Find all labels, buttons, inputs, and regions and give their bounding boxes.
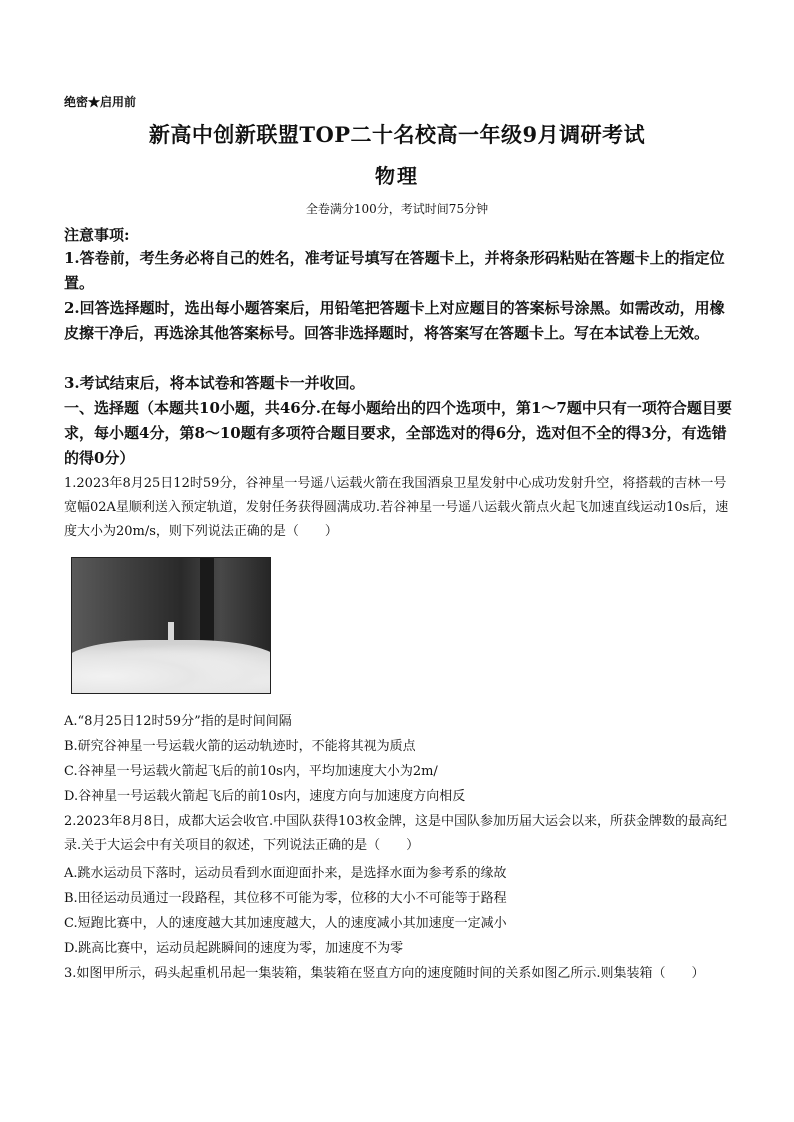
question-1-option-b: B.研究谷神星一号运载火箭的运动轨迹时，不能将其视为质点: [64, 739, 416, 754]
question-2-option-a: A.跳水运动员下落时，运动员看到水面迎面扑来，是选择水面为参考系的缘故: [64, 866, 507, 881]
question-1-stem: 1.2023年8月25日12时59分，谷神星一号遥八运载火箭在我国酒泉卫星发射中心成功发射升空，将搭载的吉林一号宽幅02A星顺利送入预定轨道，发射任务获得圆满成功.若谷神星一号遥八运载火箭点火起飞加速直线运动10s后，速度大小为20m/s，则下列说法正确的是（ ）: [64, 476, 729, 539]
score-time-line: 全卷满分100分，考试时间75分钟: [305, 202, 489, 216]
question-2-stem: 2.2023年8月8日，成都大运会收官.中国队获得103枚金牌，这是中国队参加历届大运会以来，所获金牌数的最高纪录.关于大运会中有关项目的叙述，下列说法正确的是（ ）: [64, 814, 727, 853]
question-1-option-a: A.“8月25日12时59分”指的是时间间隔: [64, 714, 292, 729]
notice-item-2: 2.回答选择题时，选出每小题答案后，用铅笔把答题卡上对应题目的答案标号涂黑。如需改动，用橡皮擦干净后，再选涂其他答案标号。回答非选择题时，将答案写在答题卡上。写在本试卷上无效。: [64, 299, 725, 342]
launch-smoke: [71, 640, 271, 694]
notice-heading: 注意事项:: [64, 226, 130, 244]
exam-title: 新高中创新联盟TOP二十名校高一年级9月调研考试: [148, 122, 646, 147]
secret-label: 绝密★启用前: [64, 95, 137, 109]
question-2-option-b: B.田径运动员通过一段路程，其位移不可能为零，位移的大小不可能等于路程: [64, 891, 507, 906]
subject-title: 物理: [375, 164, 419, 188]
question-2-option-d: D.跳高比赛中，运动员起跳瞬间的速度为零，加速度不为零: [64, 941, 404, 956]
section-heading: 一、选择题（本题共10小题，共46分.在每小题给出的四个选项中，第1～7题中只有一项符合题目要求，每小题4分，第8～10题有多项符合题目要求，全部选对的得6分，选对但不全的得3分，有选错的得0分）: [64, 399, 732, 467]
question-1-option-c: C.谷神星一号运载火箭起飞后的前10s内，平均加速度大小为2m/: [64, 764, 438, 779]
question-2-option-c: C.短跑比赛中，人的速度越大其加速度越大，人的速度减小其加速度一定减小: [64, 916, 507, 931]
question-1-option-d: D.谷神星一号运载火箭起飞后的前10s内，速度方向与加速度方向相反: [64, 789, 466, 804]
question-3-stem: 3.如图甲所示，码头起重机吊起一集装箱，集装箱在竖直方向的速度随时间的关系如图乙所示.则集装箱（ ）: [64, 966, 705, 981]
notice-item-1: 1.答卷前，考生务必将自己的姓名，准考证号填写在答题卡上，并将条形码粘贴在答题卡上的指定位置。: [64, 249, 725, 292]
notice-item-3: 3.考试结束后，将本试卷和答题卡一并收回。: [64, 374, 365, 392]
rocket-launch-photo: [71, 557, 271, 694]
